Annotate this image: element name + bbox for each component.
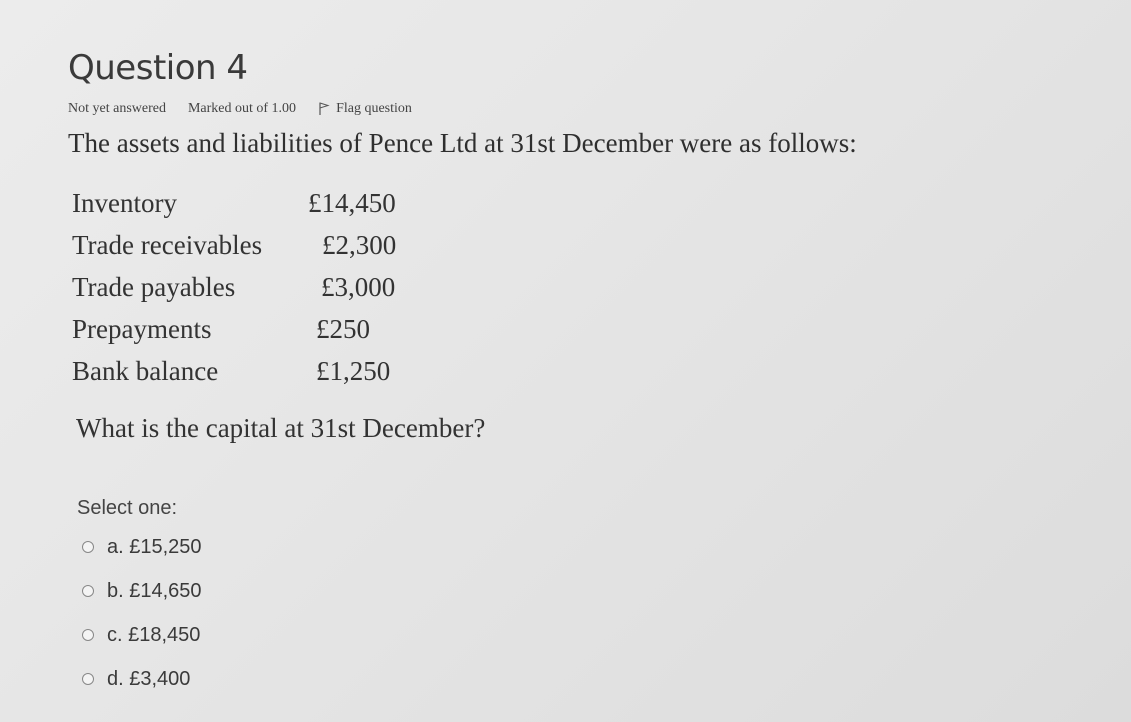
question-state: Not yet answered — [68, 101, 166, 116]
select-one-label: Select one: — [77, 497, 178, 519]
option-value: £3,400 — [129, 668, 191, 690]
answer-option-b[interactable] — [82, 580, 202, 624]
option-letter: c. — [107, 624, 123, 646]
item-value: £250 — [316, 314, 370, 344]
item-value: £1,250 — [316, 356, 391, 386]
option-text — [107, 624, 200, 647]
item-label: Trade payables — [72, 272, 236, 302]
question-prompt: What is the capital at 31st December? — [76, 413, 486, 443]
answer-option-d[interactable] — [82, 668, 202, 712]
item-label: Bank balance — [72, 356, 219, 386]
option-value: £15,250 — [129, 536, 202, 558]
item-label: Inventory — [72, 188, 177, 218]
question-intro: The assets and liabilities of Pence Ltd at 31st December were as follows: — [68, 128, 857, 158]
item-label: Prepayments — [72, 314, 212, 344]
option-letter: d. — [107, 668, 124, 690]
radio-unchecked-icon[interactable] — [82, 541, 94, 553]
radio-unchecked-icon[interactable] — [82, 629, 94, 641]
answer-option-c[interactable] — [82, 624, 202, 668]
flag-question-link[interactable] — [318, 101, 412, 117]
option-text — [107, 536, 202, 559]
flag-icon — [318, 102, 330, 116]
option-text — [107, 668, 190, 691]
option-value: £14,650 — [129, 580, 202, 602]
answer-option-a[interactable] — [82, 536, 202, 580]
option-letter: a. — [107, 536, 124, 558]
item-label: Trade receivables — [72, 230, 263, 260]
question-grade: Marked out of 1.00 — [187, 101, 297, 116]
answer-options — [82, 536, 202, 712]
question-info — [68, 101, 412, 117]
option-value: £18,450 — [128, 624, 201, 646]
item-value: £3,000 — [321, 272, 396, 302]
option-letter: b. — [107, 580, 124, 602]
item-value: £14,450 — [308, 188, 396, 218]
question-title: Question 4 — [68, 48, 248, 88]
radio-unchecked-icon[interactable] — [82, 673, 94, 685]
option-text — [107, 580, 202, 603]
item-value: £2,300 — [322, 230, 397, 260]
radio-unchecked-icon[interactable] — [82, 585, 94, 597]
flag-question-label: Flag question — [336, 101, 412, 116]
